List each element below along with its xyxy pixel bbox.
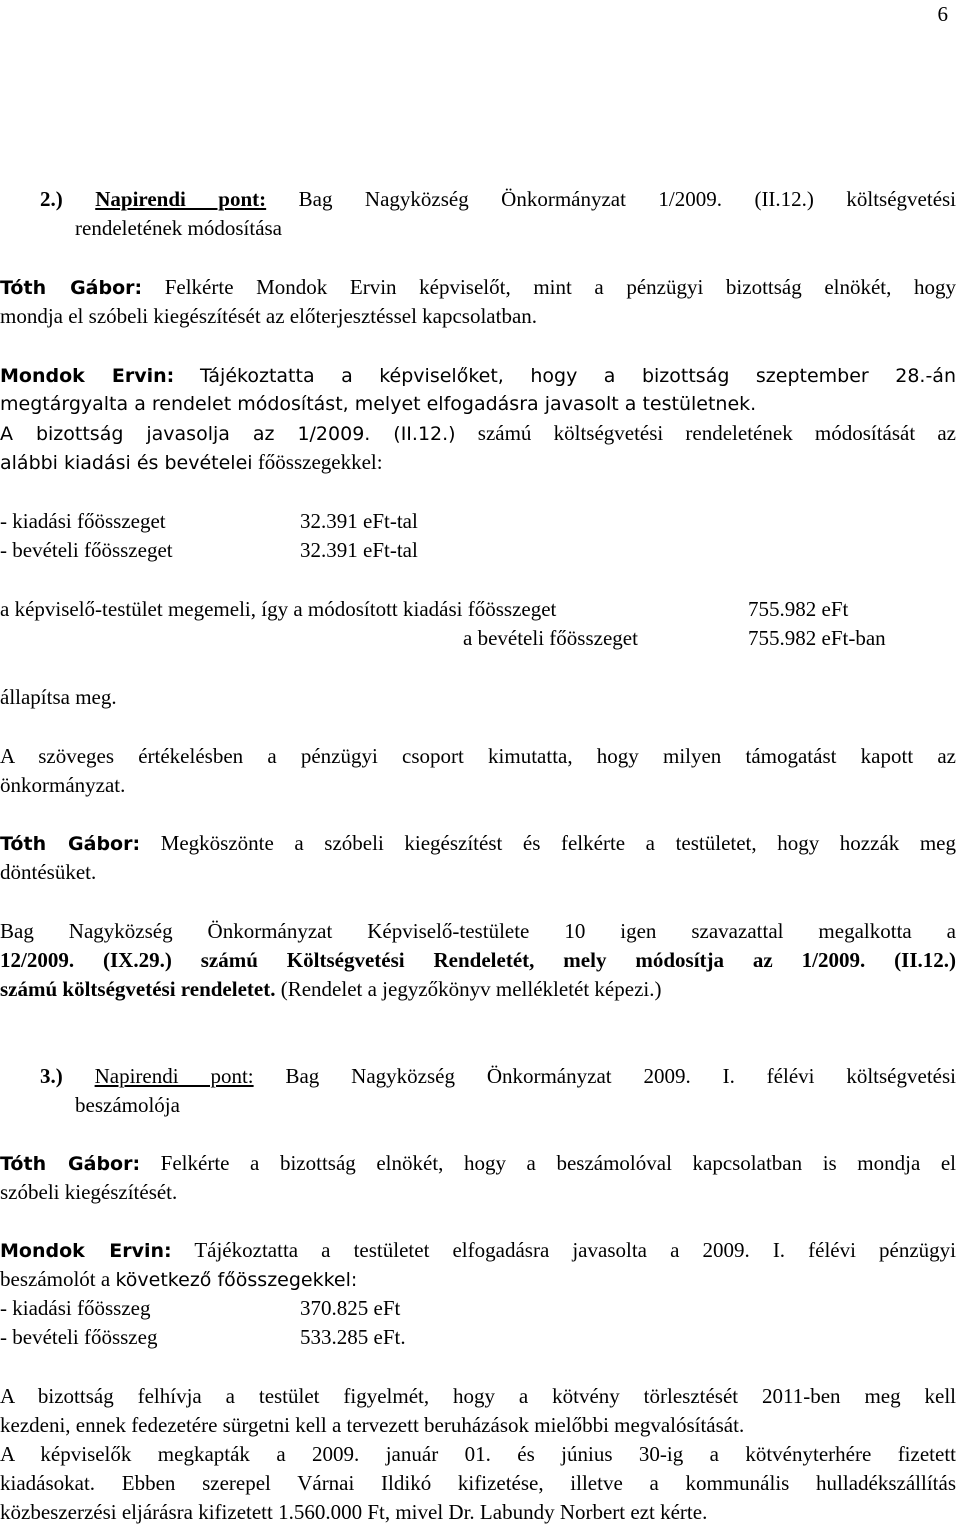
totals2-label-kiadasi: - kiadási főösszeg (0, 1296, 151, 1320)
bizottsag-paragraph-line3: A képviselők megkapták a 2009. január 01. és június 30-ig a kötvényterhére fizetett (0, 1442, 956, 1466)
toth-paragraph-1-line1: Tóth Gábor: Felkérte Mondok Ervin képviselőt, mint a pénzügyi bizottság elnökét, hogy (0, 275, 956, 299)
totals1-label-kiadasi: - kiadási főösszeget (0, 509, 166, 533)
bizottsag-paragraph-line2: kezdeni, ennek fedezetére sürgetni kell a tervezett beruházások mielőbbi megvalósítását. (0, 1413, 745, 1437)
amend-line2-value: 755.982 eFt-ban (748, 626, 886, 650)
totals2-value-beveteli: 533.285 eFt. (300, 1325, 406, 1349)
totals1-label-beveteli: - bevételi főösszeget (0, 538, 173, 562)
mondok-paragraph-1-line3: A bizottság javasolja az 1/2009. (II.12.) számú költségvetési rendeletének módosítását az (0, 421, 957, 445)
resolution-line3: számú költségvetési rendeletet. (Rendelet a jegyzőkönyv mellékletét képezi.) (0, 977, 662, 1001)
toth-paragraph-1-line2: mondja el szóbeli kiegészítését az előterjesztéssel kapcsolatban. (0, 304, 538, 328)
toth-paragraph-2-line1: Tóth Gábor: Megköszönte a szóbeli kiegészítést és felkérte a testületet, hogy hozzák meg (0, 831, 956, 855)
mondok-paragraph-2-line1: Mondok Ervin: Tájékoztatta a testületet elfogadásra javasolta a 2009. I. félévi pénzügyi (0, 1238, 957, 1262)
agenda-item-2-line1 (40, 185, 956, 214)
speaker-name: Mondok Ervin: (0, 1240, 172, 1262)
totals2-label-beveteli: - bevételi főösszeg (0, 1325, 158, 1349)
page-number: 6 (937, 2, 948, 26)
agenda-item-number: 3.) (40, 1064, 63, 1088)
agenda-item-3-line1 (40, 1062, 956, 1091)
bizottsag-paragraph-line1: A bizottság felhívja a testület figyelmét, hogy a kötvény törlesztését 2011-ben meg kell (0, 1384, 956, 1408)
resolution-line2: 12/2009. (IX.29.) számú Költségvetési Rendeletét, mely módosítja az 1/2009. (II.12.) (0, 948, 956, 972)
amend-line3: állapítsa meg. (0, 685, 117, 709)
toth-paragraph-2-line2: döntésüket. (0, 860, 97, 884)
resolution-line1: Bag Nagyközség Önkormányzat Képviselő-testülete 10 igen szavazattal megalkotta a (0, 919, 956, 943)
mondok-paragraph-1-line2: megtárgyalta a rendelet módosítást, melyet elfogadásra javasolt a testületnek. (0, 393, 757, 415)
amend-line2-text: a bevételi főösszeget (463, 626, 638, 650)
toth-paragraph-3-line2: szóbeli kiegészítését. (0, 1180, 178, 1204)
mondok-paragraph-2-line2: beszámolót a következő főösszegekkel: (0, 1267, 358, 1291)
totals2-value-kiadasi: 370.825 eFt (300, 1296, 401, 1320)
agenda-item-text: Bag Nagyközség Önkormányzat 1/2009. (II.12.) költségvetési (298, 187, 957, 211)
szoveges-paragraph-line2: önkormányzat. (0, 773, 126, 797)
agenda-item-text: Bag Nagyközség Önkormányzat 2009. I. félévi költségvetési (285, 1064, 956, 1088)
agenda-item-2-line2: rendeletének módosítása (75, 216, 283, 240)
mondok-paragraph-1-line4: alábbi kiadási és bevételei főösszegekkel: (0, 450, 383, 474)
bizottsag-paragraph-line5: közbeszerzési eljárásra kifizetett 1.560.000 Ft, mivel Dr. Labundy Norbert ezt kérte. (0, 1500, 708, 1524)
mondok-paragraph-1-line1: Mondok Ervin: Tájékoztatta a képviselőket, hogy a bizottság szeptember 28.-án (0, 365, 956, 387)
speaker-name: Tóth Gábor: (0, 833, 141, 855)
totals1-value-beveteli: 32.391 eFt-tal (300, 538, 418, 562)
agenda-item-label: Napirendi pont: (95, 187, 267, 211)
speaker-name: Tóth Gábor: (0, 277, 143, 299)
speaker-name: Tóth Gábor: (0, 1153, 141, 1175)
szoveges-paragraph-line1: A szöveges értékelésben a pénzügyi csoport kimutatta, hogy milyen támogatást kapott az (0, 744, 956, 768)
amend-line1-text: a képviselő-testület megemeli, így a módosított kiadási főösszeget (0, 597, 557, 621)
agenda-item-3-line2: beszámolója (75, 1093, 180, 1117)
totals1-value-kiadasi: 32.391 eFt-tal (300, 509, 418, 533)
amend-line1-value: 755.982 eFt (748, 597, 849, 621)
agenda-item-number: 2.) (40, 187, 63, 211)
speaker-name: Mondok Ervin: (0, 365, 175, 387)
toth-paragraph-3-line1: Tóth Gábor: Felkérte a bizottság elnökét, hogy a beszámolóval kapcsolatban is mondja el (0, 1151, 956, 1175)
agenda-item-label: Napirendi pont: (94, 1064, 254, 1088)
bizottsag-paragraph-line4: kiadásokat. Ebben szerepel Várnai Ildikó kifizetése, illetve a kommunális hulladékszállítás (0, 1471, 956, 1495)
